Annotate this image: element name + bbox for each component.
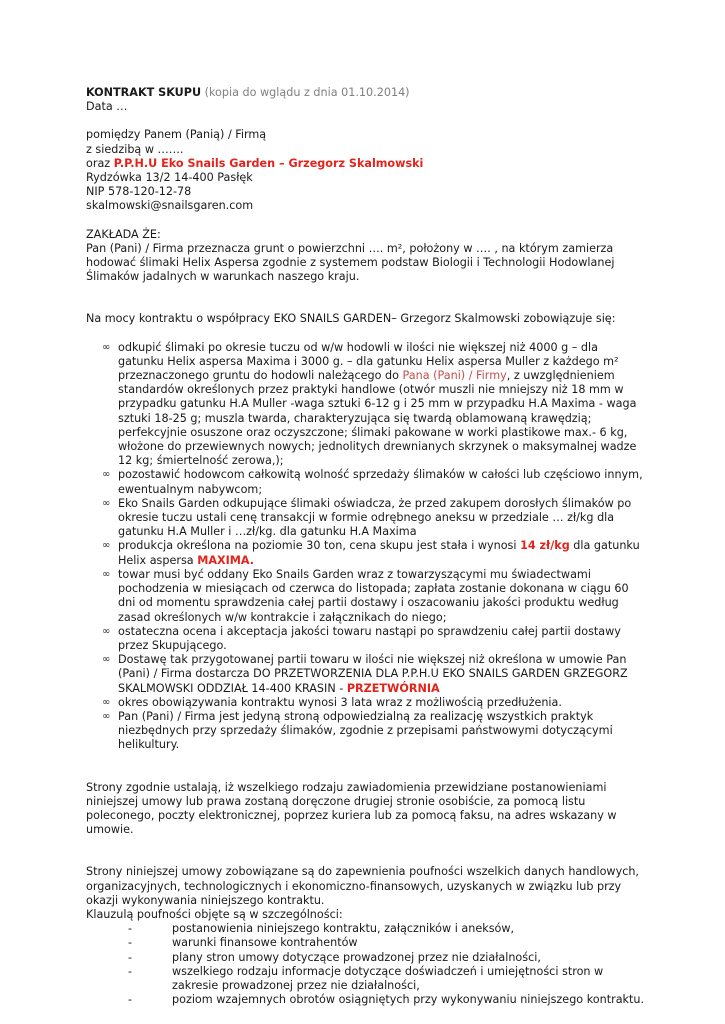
confidentiality-paragraph: Strony niniejszej umowy zobowiązane są do zapewnienia poufności wszelkich danych handlowych, organizacyjnych, technologicznych i ekonomiczno-finansowych, uzyskanych w związku lub przy okazji wykonywania niniejszego kontraktu.: [86, 865, 639, 907]
bullet-icon: ∞: [102, 540, 111, 552]
list-item: ∞ odkupić ślimaki po okresie tuczu od w/w hodowli w ilości nie większej niż 4000 g – dla gatunku Helix aspersa Maxima i 3000 g. – dla gatunku Helix aspersa Muller z każdego m² przeznaczonego gruntu do hodowli należącego do Pana (Pani) / Firmy, z uwzględnieniem standardów określonych przez praktyki handlowe (otwór muszli nie mniejszy niż 18 mm w przypadku gatunku H.A Muller -waga sztuki 6-12 g i 25 mm w przypadku H.A Maxima - waga sztuki 18-25 g; muszla twarda, charakteryzująca się twardą oblamowaną krawędzią; perfekcyjnie osuszone oraz oczyszczone; ślimaki pakowane w worki plastikowe max.- 6 kg, włożone do przewiewnych nowych; jednolitych drewnianych skrzynek o maksymalnej wadze 12 kg; śmiertelność zerowa,);: [102, 340, 637, 468]
bullet-icon: ∞: [102, 696, 111, 708]
list-item: ∞ pozostawić hodowcom całkowitą wolność sprzedaży ślimaków w całości lub częściowo innym, ewentualnym nabywcom;: [102, 468, 643, 496]
contract-title: KONTRAKT SKUPU: [86, 86, 202, 99]
list-item: - warunki finansowe kontrahentów: [128, 936, 358, 950]
bullet-icon: ∞: [102, 625, 111, 637]
owner-highlight: Pana (Pani) / Firmy: [402, 369, 507, 383]
bullet-icon: ∞: [102, 341, 111, 353]
list-item: ∞ towar musi być oddany Eko Snails Garden wraz z towarzyszącymi mu świadectwami pochodzenia w miesiącach od czerwca do listopada; zapłata zostanie dokonana w ciągu 60 dni od momentu sprawdzenia całej partii dostawy i oszacowaniu jakości produktu według zasad określonych w/w kontrakcie i załącznikach do niego;: [102, 567, 629, 624]
bullet-icon: ∞: [102, 497, 111, 509]
processing-highlight: PRZETWÓRNIA: [346, 681, 440, 695]
list-item: - postanowienia niniejszego kontraktu, załączników i aneksów,: [128, 922, 515, 936]
bullet-icon: ∞: [102, 568, 111, 580]
assumption-heading: ZAKŁADA ŻE:: [86, 227, 161, 241]
company-email: skalmowski@snailsgaren.com: [86, 199, 254, 213]
list-item: ∞ okres obowiązywania kontraktu wynosi 3 lata wraz z możliwością przedłużenia.: [102, 695, 562, 709]
list-item: - plany stron umowy dotyczące prowadzonej przez nie działalności,: [128, 950, 541, 964]
list-item: - poziom wzajemnych obrotów osiągniętych przy wykonywaniu niniejszego kontraktu.: [128, 993, 645, 1007]
oraz-word: oraz: [86, 156, 111, 170]
list-item: ∞ produkcja określona na poziomie 30 ton, cena skupu jest stała i wynosi 14 zł/kg dla gatunku Helix aspersa MAXIMA.: [102, 539, 640, 567]
party-line-1: pomiędzy Panem (Panią) / Firmą: [86, 128, 267, 142]
company-nip: NIP 578-120-12-78: [86, 185, 192, 199]
party-company-line: [86, 157, 646, 171]
dash-icon: -: [128, 936, 133, 950]
bullet-icon: ∞: [102, 710, 111, 722]
header-line: [86, 86, 646, 100]
assumption-text: Pan (Pani) / Firma przeznacza grunt o powierzchni …. m², położony w …. , na którym zamierza hodować ślimaki Helix Aspersa zgodnie z systemem podstaw Biologii i Technologii Hodowlanej Ślimaków jadalnych w warunkach naszego kraju.: [86, 241, 615, 284]
bullet-icon: ∞: [102, 469, 111, 481]
dash-icon: -: [128, 964, 133, 978]
obligations-list: [86, 341, 646, 753]
species-highlight: MAXIMA.: [197, 553, 255, 567]
copy-note: (kopia do wglądu z dnia 01.10.2014): [204, 86, 410, 99]
price-highlight: 14 zł/kg: [520, 539, 570, 553]
bullet-icon: ∞: [102, 654, 111, 666]
list-item: ∞ ostateczna ocena i akceptacja jakości towaru nastąpi po sprawdzeniu całej partii dostawy przez Skupującego.: [102, 624, 621, 652]
list-item: ∞ Dostawę tak przygotowanej partii towaru w ilości nie większej niż określona w umowie Pan (Pani) / Firma dostarcza DO PRZETWORZENIA DLA P.P.H.U EKO SNAILS GARDEN GRZEGORZ SKALMOWSKI ODDZIAŁ 14-400 KRASIN - PRZETWÓRNIA: [102, 653, 628, 695]
notifications-paragraph: Strony zgodnie ustalają, iż wszelkiego rodzaju zawiadomienia przewidziane postanowieniami niniejszej umowy lub prawa zostaną doręczone drugiej stronie osobiście, za pomocą listu poleconego, poczty elektronicznej, poprzez kuriera lub za pomocą faksu, na adres wskazany w umowie.: [86, 780, 617, 837]
list-item: - wszelkiego rodzaju informacje dotyczące doświadczeń i umiejętności stron w zakresie prowadzonej przez nie działalności,: [128, 964, 604, 992]
dash-icon: -: [128, 922, 133, 936]
list-item: ∞ Eko Snails Garden odkupujące ślimaki oświadcza, że przed zakupem dorosłych ślimaków po okresie tuczu ustali cenę transakcji w formie odrębnego aneksu w przedziale … zł/kg dla gatunku H.A Muller i …zł/kg. dla gatunku H.A Maxima: [102, 496, 632, 539]
obligations-intro: Na mocy kontraktu o współpracy EKO SNAILS GARDEN– Grzegorz Skalmowski zobowiązuje się:: [86, 312, 616, 326]
company-address: Rydzówka 13/2 14-400 Pasłęk: [86, 171, 253, 185]
party-line-2: z siedzibą w …….: [86, 142, 184, 156]
contract-document: [86, 86, 646, 1007]
dash-icon: -: [128, 993, 133, 1007]
date-line: Data …: [86, 100, 128, 114]
list-item: ∞ Pan (Pani) / Firma jest jedyną stroną odpowiedzialną za realizację wszystkich praktyk niezbędnych przy sprzedaży ślimaków, zgodnie z przepisami państwowymi dotyczącymi helikultury.: [102, 709, 613, 752]
dash-icon: -: [128, 950, 133, 964]
confidentiality-list: [86, 922, 646, 1007]
company-name: P.P.H.U Eko Snails Garden – Grzegorz Skalmowski: [113, 156, 424, 170]
confidentiality-clause-heading: Klauzulą poufności objęte są w szczególności:: [86, 907, 343, 921]
